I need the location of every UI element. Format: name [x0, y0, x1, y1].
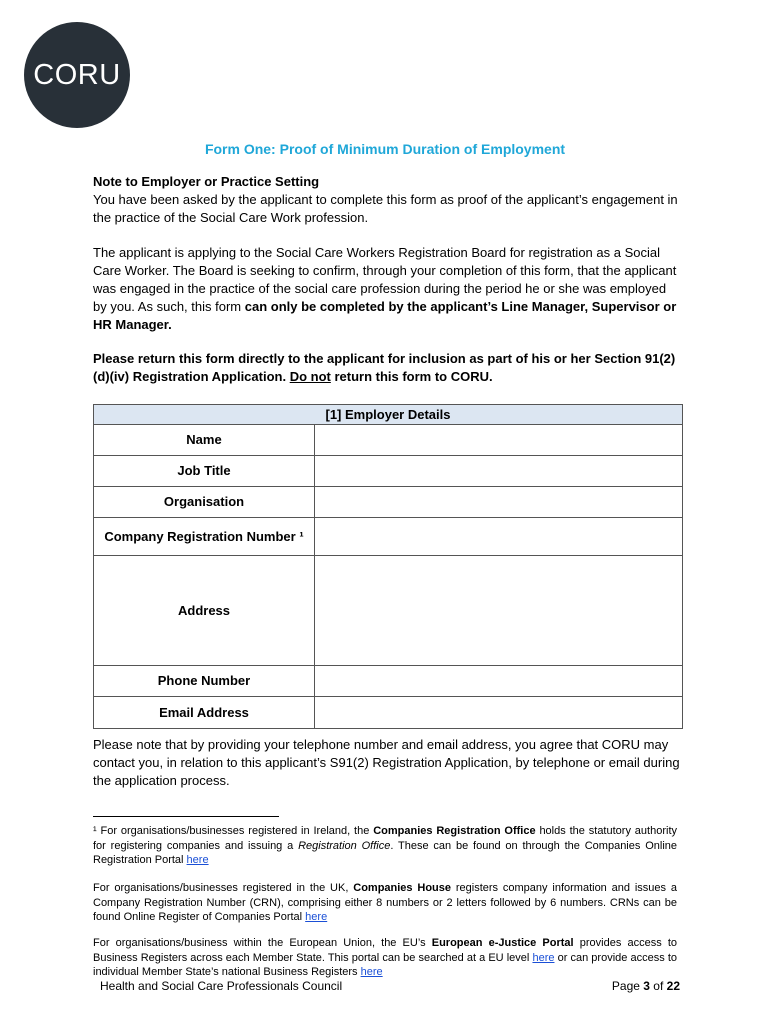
- return-do-not: Do not: [289, 369, 331, 384]
- name-field[interactable]: [315, 425, 683, 456]
- table-row: [94, 518, 683, 556]
- job-title-label: Job Title: [94, 456, 315, 487]
- footnote-1: ¹ For organisations/businesses registered in Ireland, the Companies Registration Office holds the statutory authority for registering companies and issuing a Registration Office. These can be found on through the Companies Online Registration Portal here: [93, 825, 677, 866]
- table-row: [94, 456, 683, 487]
- national-registers-link[interactable]: here: [360, 966, 383, 978]
- employer-details-table: [93, 404, 683, 729]
- table-row: [94, 697, 683, 729]
- return-text-2: return this form to CORU.: [330, 369, 493, 384]
- footnote-eu: For organisations/business within the European Union, the EU’s European e-Justice Portal provides access to Business Registers across each Member State. This portal can be searched at a EU level here or can provide access to individual Member State’s national Business Registers here: [93, 937, 678, 978]
- footer-org: Health and Social Care Professionals Council: [100, 979, 343, 993]
- coru-logo: [24, 22, 130, 128]
- company-registration-number-field[interactable]: [315, 518, 683, 556]
- note-section: [93, 173, 683, 227]
- email-address-label: Email Address: [94, 697, 315, 729]
- phone-number-field[interactable]: [315, 666, 683, 697]
- footnote-divider: [93, 816, 279, 817]
- applicant-paragraph-bold: can only be completed by the applicant’s Line Manager, Supervisor or HR Manager.: [93, 299, 677, 332]
- company-registration-number-label: Company Registration Number ¹: [94, 518, 315, 556]
- return-text-1: Please return this form directly to the applicant for inclusion as part of his or her Section 91(2)(d)(iv) Registration Application.: [93, 351, 676, 384]
- footnote-marker: ¹: [93, 825, 97, 837]
- table-header: [1] Employer Details: [94, 405, 683, 425]
- table-row: [94, 487, 683, 518]
- return-instruction: [93, 350, 683, 386]
- page-number: Page 3 of 22: [611, 979, 680, 993]
- name-label: Name: [94, 425, 315, 456]
- organisation-field[interactable]: [315, 487, 683, 518]
- companies-portal-link[interactable]: here: [186, 854, 209, 866]
- applicant-paragraph-text: The applicant is applying to the Social Care Workers Registration Board for registration as a Social Care Worker. The Board is seeking to confirm, through your completion of this form, that the applicant was engaged in the practice of the social care profession during the period he or she was employed by you. As such, this form: [93, 245, 677, 314]
- note-heading: Note to Employer or Practice Setting: [93, 174, 320, 189]
- table-row: [94, 425, 683, 456]
- phone-number-label: Phone Number: [94, 666, 315, 697]
- address-field[interactable]: [315, 556, 683, 666]
- table-row: [94, 666, 683, 697]
- contact-note: Please note that by providing your telephone number and email address, you agree that CORU may contact you, in relation to this applicant’s S91(2) Registration Application, by telephone or email during the application process.: [93, 737, 680, 788]
- job-title-field[interactable]: [315, 456, 683, 487]
- email-address-field[interactable]: [315, 697, 683, 729]
- companies-house-link[interactable]: here: [305, 911, 328, 923]
- address-label: Address: [94, 556, 315, 666]
- footnote-uk: For organisations/businesses registered in the UK, Companies House registers company information and issues a Company Registration Number (CRN), comprising either 8 numbers or 2 letters followed by 6 numbers. CRNs can be found Online Register of Companies Portal here: [93, 882, 678, 923]
- organisation-label: Organisation: [94, 487, 315, 518]
- form-title: Form One: Proof of Minimum Duration of Employment: [204, 141, 566, 157]
- note-text: You have been asked by the applicant to complete this form as proof of the applicant’s engagement in the practice of the Social Care Work profession.: [93, 192, 678, 225]
- eu-portal-link[interactable]: here: [532, 951, 555, 964]
- coru-logo-text: CORU: [33, 59, 121, 91]
- applicant-paragraph: [93, 244, 683, 334]
- table-row: [94, 556, 683, 666]
